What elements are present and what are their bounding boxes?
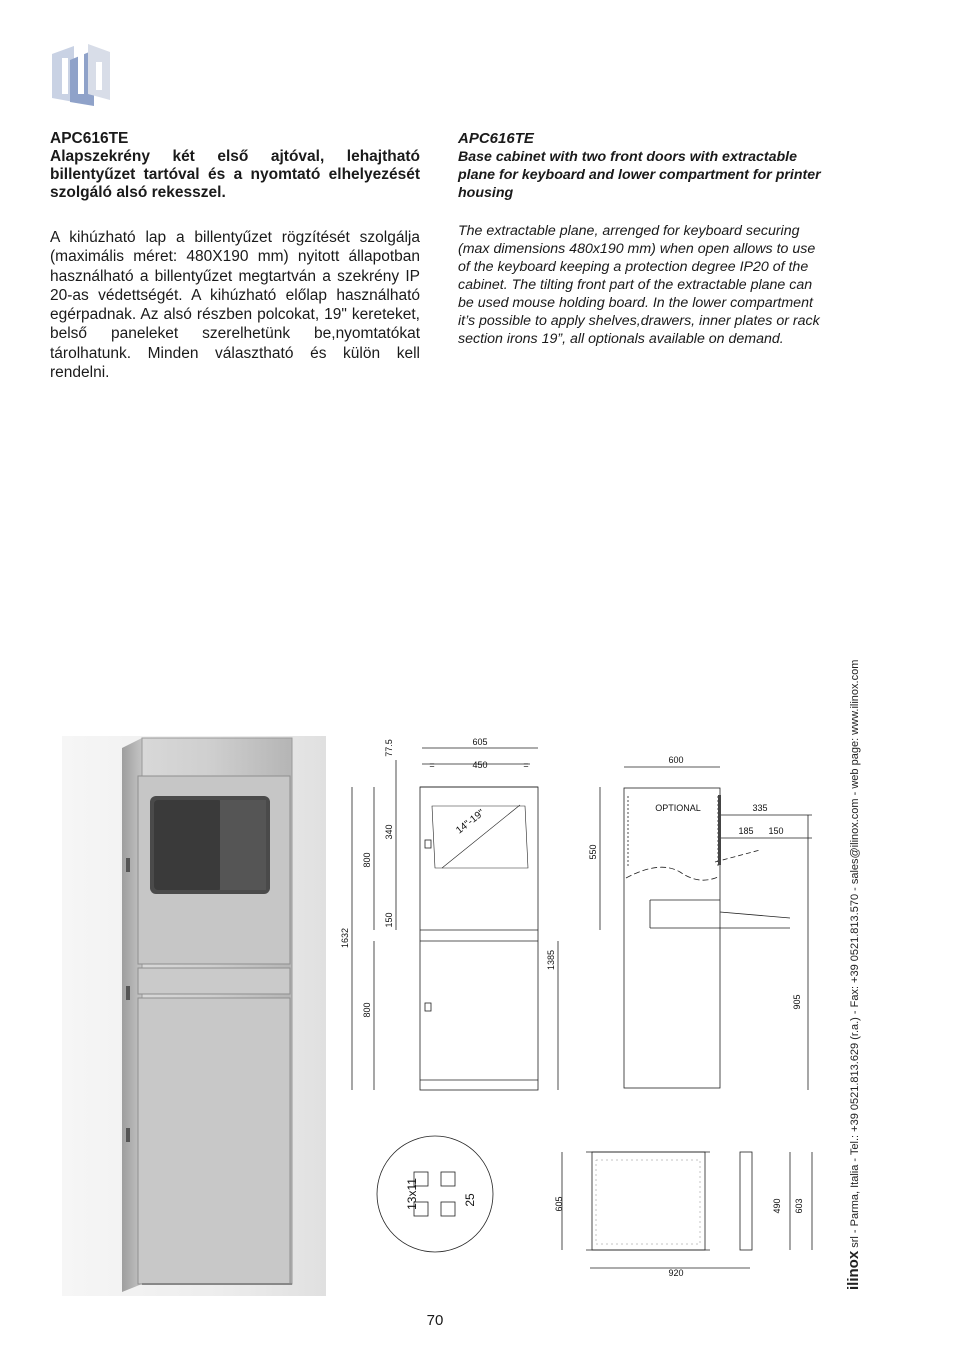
dim-25: 25 — [463, 1193, 477, 1207]
dim-185: 185 — [738, 826, 754, 836]
dim-13x11: 13x11 — [405, 1178, 419, 1210]
product-title-hu: Alapszekrény két első ajtóval, lehajtható billentyűzet tartóval és a nyomtató elhelyezését szolgáló alsó rekesszel. — [50, 148, 420, 201]
product-code-hu: APC616TE — [50, 130, 129, 147]
dim-800-bottom: 800 — [362, 1002, 372, 1018]
dim-150-right: 150 — [768, 826, 784, 836]
dim-equal-left: = — [429, 760, 435, 770]
brand-name: ilinox — [845, 1250, 862, 1290]
optional-label: OPTIONAL — [655, 803, 701, 813]
dim-490: 490 — [772, 1198, 782, 1214]
dim-550: 550 — [588, 844, 598, 860]
dim-605-top: 605 — [472, 737, 488, 747]
product-photo — [62, 736, 326, 1296]
hungarian-description — [50, 130, 420, 382]
dim-450: 450 — [472, 760, 488, 770]
company-logo-icon — [48, 40, 112, 110]
dim-screen-size: 14"-19" — [454, 807, 487, 837]
dim-335: 335 — [752, 803, 768, 813]
dim-600: 600 — [668, 755, 684, 765]
dim-905: 905 — [792, 994, 802, 1010]
dim-77-5: 77.5 — [384, 739, 394, 757]
english-description — [458, 130, 830, 348]
dim-603: 603 — [794, 1198, 804, 1214]
dim-340: 340 — [384, 824, 394, 840]
dim-equal-right: = — [523, 760, 529, 770]
contact-info: srl - Parma, Italia - Tel.: +39 0521.813.629 (r.a.) - Fax: +39 0521.813.570 - sales@ilinox.com - web page: www.ilinox.com — [849, 659, 861, 1251]
product-title-en: Base cabinet with two front doors with extractable plane for keyboard and lower compartment for printer housing — [458, 149, 821, 201]
dim-1385: 1385 — [546, 949, 556, 971]
product-code-en: APC616TE — [458, 130, 534, 147]
technical-drawing — [322, 728, 838, 1298]
cabinet-illustration — [62, 736, 326, 1296]
product-description-hu: A kihúzható lap a billentyűzet rögzítését szolgálja (maximális méret: 480X190 mm) nyitott állapotban használható a billentyűzet megtartván a szekrény IP 20-as védettségét. A kihúzható előlap használható egérpadnak. Az alsó részben polcokat, 19" kereteket, belső paneleket szerelhetünk be,nyomtatókat tárolhatunk. Minden választható és külön kell rendelni. — [50, 229, 420, 382]
dim-1632: 1632 — [340, 927, 350, 949]
dim-920: 920 — [668, 1268, 684, 1278]
page-number: 70 — [426, 1312, 444, 1329]
dim-605-bottom: 605 — [554, 1196, 564, 1212]
contact-sidebar — [842, 659, 866, 1290]
dim-800-top: 800 — [362, 852, 372, 868]
dim-150-left: 150 — [384, 912, 394, 928]
product-description-en: The extractable plane, arrenged for keyboard securing (max dimensions 480x190 mm) when open allows to use of the keyboard keeping a protection degree IP20 of the cabinet. The tilting front part of the extractable plane can be used mouse holding board. In the lower compartment it’s possible to apply shelves,drawers, inner plates or rack section irons 19”, all optionals available on demand. — [458, 223, 820, 347]
